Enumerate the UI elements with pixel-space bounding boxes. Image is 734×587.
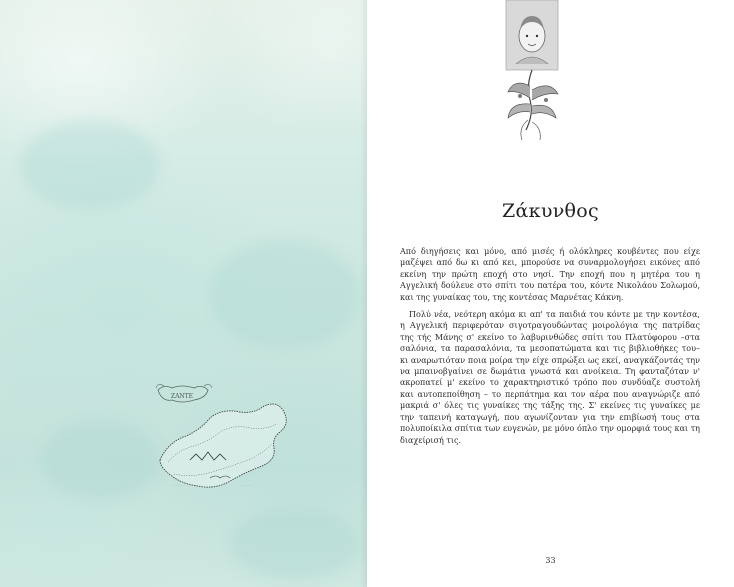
island-outline (160, 404, 286, 487)
body-text (400, 246, 700, 446)
svg-text:· · · · · · ·: · · · · · · · (240, 483, 253, 487)
zakynthos-map-illustration (150, 382, 310, 512)
map-cartouche (156, 384, 212, 402)
right-page (367, 0, 734, 587)
page-number: 33 (545, 556, 556, 565)
chapter-title: Ζάκυνθος (502, 200, 599, 222)
paragraph: Πολύ νέα, νεότερη ακόμα κι απ' τα παιδιά του κόντε με την κοντέσα, η Αγγελική περιφερόταν σιγοτραγουδώντας μοιρολόγια της πατρίδας της τής Μάνης σ' εκείνο το λαβυρινθώδες σπίτι του Πλατύφορου –στα σαλόνια, τα παρασαλόνια, τα μεσοπατώματα και τις βιβλιοθήκες του– κι αναρωτιόταν ποια μοίρα την είχε σπρώξει ως εκεί, αναγκάζοντάς την να μπαινοβγαίνει σε δωμάτια γνωστά και ανοίκεια. Τη φανταζόταν ν' ακροπατεί μ' εκείνο το χαρακτηριστικό τρόπο που συνδύαζε συστολή και αυτοπεποίθηση – το περπάτημα και τον αέρα που αναγνώριζε από μακριά σ' όλες τις γυναίκες της τάξης της. Σ' εκείνες τις γυναίκες με την ταπεινή καταγωγή, που αγωνίζονταν για την επιβίωσή τους στα πολυποίκιλα σπίτια των ευγενών, με μόνο όπλο την ομορφιά τους και τη διαχείρισή τις. (400, 310, 700, 445)
map-cartouche-label: ZANTE (170, 393, 194, 400)
svg-text:· · · · · ·: · · · · · · (172, 483, 183, 487)
paragraph: Από διηγήσεις και μόνο, από μισές ή ολόκληρες κουβέντες που είχε μαζέψει από δω κι από κει, μπορούσε να συναρμολογήσει εικόνες από εκείνη την πρώτη εποχή στο νησί. Την εποχή που η μητέρα του η Αγγελική δούλευε στο σπίτι του πατέρα του, κόντε Νικολάου Σολωμού, και της γυναίκας του, της κοντέσας Μαρνέτας Κάκνη. (400, 247, 700, 302)
portrait-ornament-illustration (502, 0, 582, 150)
